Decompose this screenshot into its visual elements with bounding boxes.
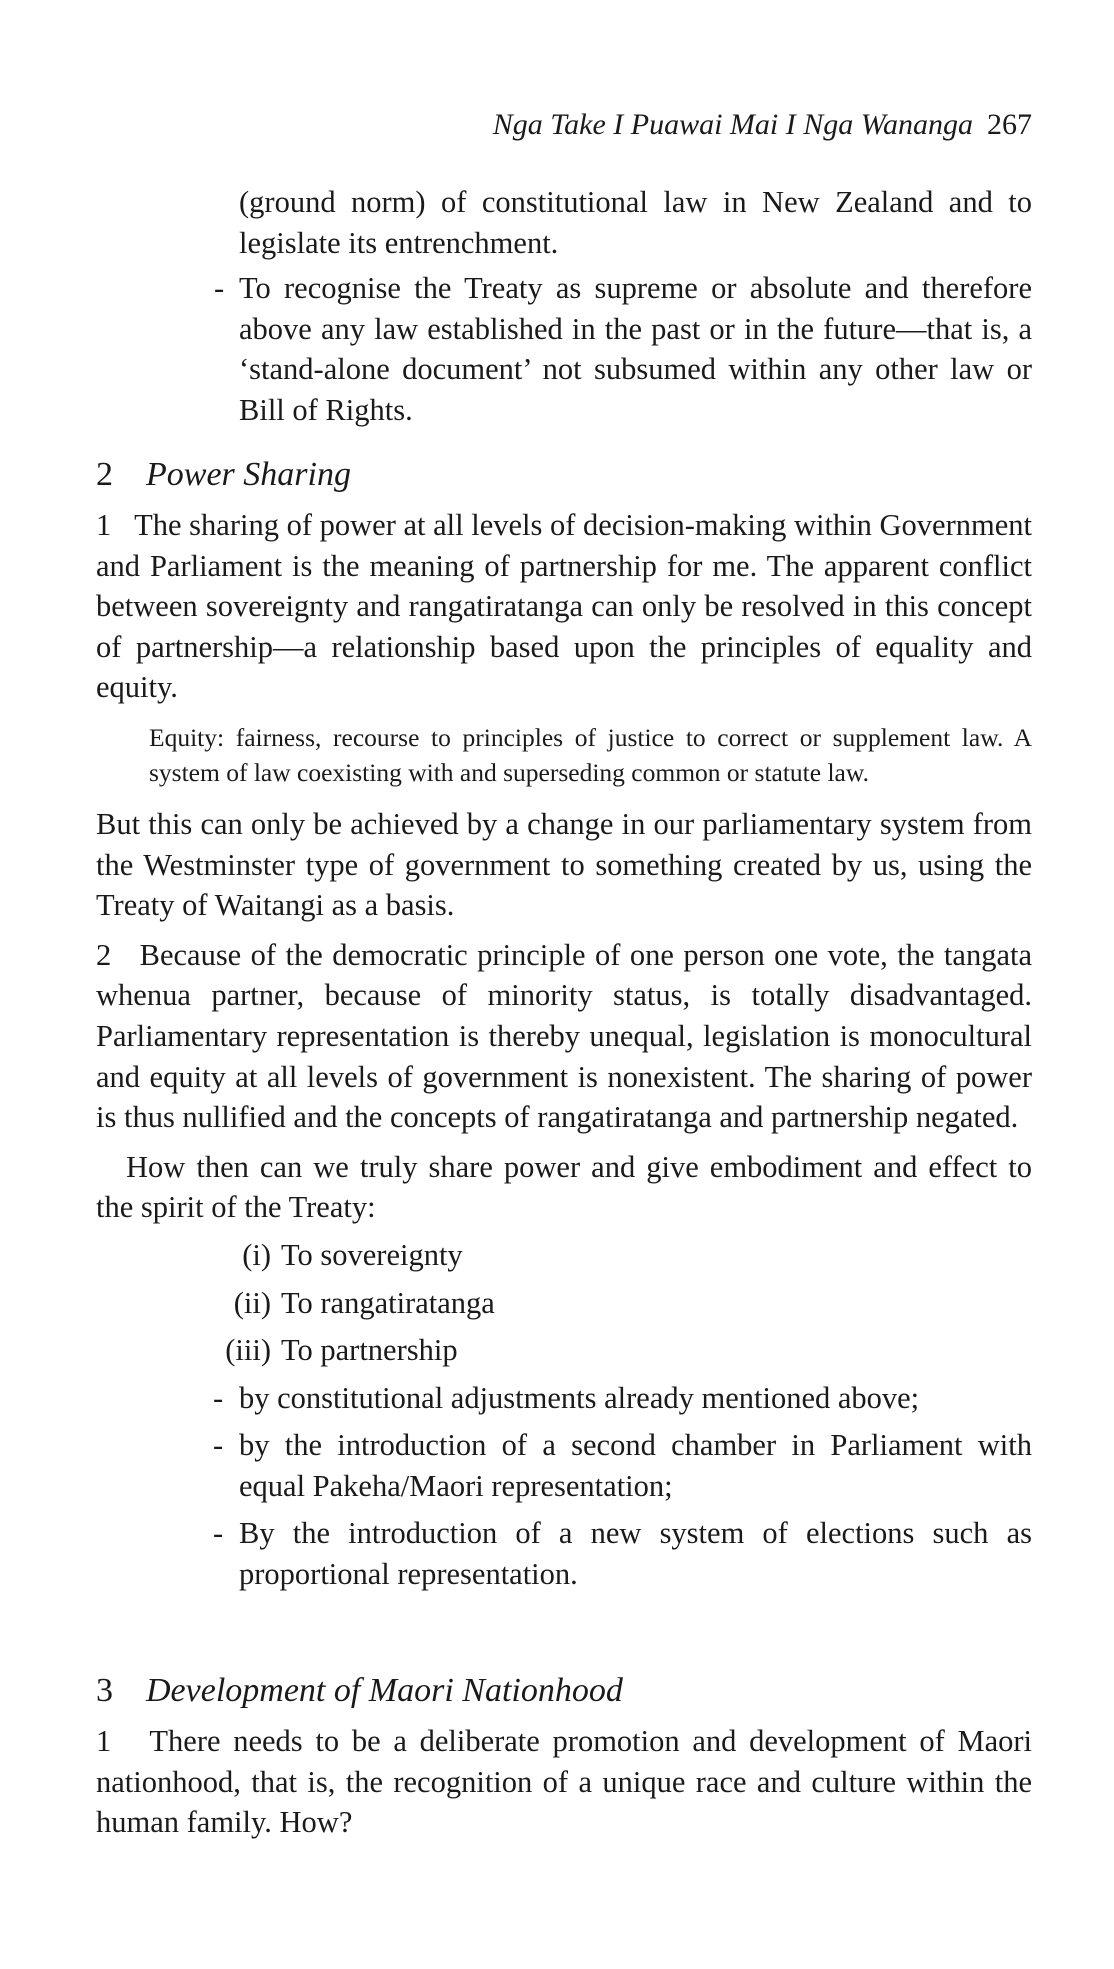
paragraph-text: The sharing of power at all levels of decision-making within Government and Parliament is the meaning of partnership for me. The apparent conflict between sovereignty and rangatiratanga can only be resolved in this concept of partnership—a relationship based upon the principles of equality and equity. <box>96 508 1032 705</box>
running-head-title: Nga Take I Puawai Mai I Nga Wananga <box>492 108 973 141</box>
roman-numeral: (ii) <box>233 1285 271 1320</box>
treaty-supreme-bullet <box>96 268 1032 430</box>
sub-bullet-1 <box>96 1378 1032 1419</box>
paragraph-after-note: But this can only be achieved by a change in our parliamentary system from the Westminster type of government to something created by us, using the Treaty of Waitangi as a basis. <box>96 806 1032 923</box>
roman-item-text: To rangatiratanga <box>281 1285 495 1320</box>
section-power-sharing <box>96 452 1032 1595</box>
page-number: 267 <box>987 108 1032 141</box>
section-title: Power Sharing <box>146 456 351 493</box>
section-number: 3 <box>96 1672 113 1709</box>
paragraph-3: How then can we truly share power and give embodiment and effect to the spirit of the Treaty: <box>96 1149 1032 1225</box>
roman-item-3 <box>96 1330 1032 1371</box>
bullet-dash: - <box>213 1380 224 1415</box>
sub-bullet-2 <box>96 1425 1032 1506</box>
section-number: 2 <box>96 456 113 493</box>
paragraph-text: There needs to be a deliberate promotion and development of Maori nationhood, that is, the recognition of a unique race and culture within the human family. How? <box>96 1724 1032 1840</box>
sub-bullet-3 <box>96 1513 1032 1594</box>
sub-bullet-text: by the introduction of a second chamber in Parliament with equal Pakeha/Maori representation; <box>239 1428 1032 1503</box>
paragraph-2 <box>96 935 1032 1138</box>
paragraph-text: Because of the democratic principle of one person one vote, the tangata whenua partner, because of minority status, is totally disadvantaged. Parliamentary representation is thereby unequal, legislation is monocultural and equity at all levels of government is nonexistent. The sharing of power is thus nullified and the concepts of rangatiratanga and partnership negated. <box>96 937 1032 1135</box>
section-heading <box>96 452 1032 498</box>
running-head <box>380 105 1032 145</box>
roman-item-1 <box>96 1235 1032 1276</box>
roman-item-2 <box>96 1283 1032 1324</box>
paragraph-number: 2 <box>96 937 112 972</box>
section-title: Development of Maori Nationhood <box>146 1672 623 1709</box>
paragraph-number: 1 <box>96 1724 112 1758</box>
bullet-text: To recognise the Treaty as supreme or absolute and therefore above any law established in the past or in the future—that is, a ‘stand-alone document’ not subsumed within any other law or Bill of Rights. <box>239 271 1032 427</box>
sub-bullet-text: By the introduction of a new system of elections such as proportional representation. <box>239 1516 1032 1592</box>
roman-numeral: (i) <box>242 1237 271 1272</box>
sub-bullet-text: by constitutional adjustments already mentioned above; <box>239 1380 920 1415</box>
bullet-dash: - <box>213 1428 224 1463</box>
roman-item-text: To partnership <box>281 1333 458 1368</box>
equity-definition-note: Equity: fairness, recourse to principles of justice to correct or supplement law. A system of law coexisting with and superseding common or statute law. <box>149 722 1032 787</box>
paragraph-1 <box>96 1721 1032 1843</box>
roman-item-text: To sovereignty <box>281 1237 463 1272</box>
bullet-dash: - <box>214 271 225 306</box>
section-maori-nationhood <box>96 1668 1032 1843</box>
top-continuation-block <box>96 182 1032 431</box>
continuation-paragraph: (ground norm) of constitutional law in New Zealand and to legislate its entrenchment. <box>239 185 1032 260</box>
bullet-dash: - <box>213 1516 224 1551</box>
roman-numeral: (iii) <box>225 1333 271 1368</box>
section-heading <box>96 1668 1032 1714</box>
paragraph-number: 1 <box>96 508 112 542</box>
paragraph-1 <box>96 505 1032 708</box>
